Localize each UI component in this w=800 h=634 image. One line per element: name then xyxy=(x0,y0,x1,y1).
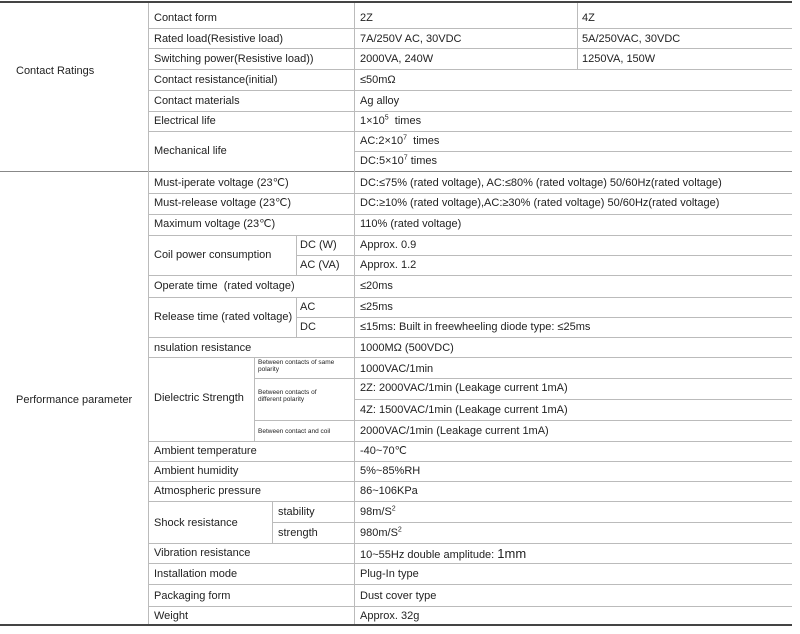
contact-form-4z: 4Z xyxy=(582,12,595,24)
grid-hline xyxy=(148,90,792,91)
dielectric-diff-4z: 4Z: 1500VAC/1min (Leakage current 1mA) xyxy=(360,404,568,416)
grid-hline xyxy=(148,69,792,70)
packaging-value: Dust cover type xyxy=(360,590,437,602)
vibration-label: Vibration resistance xyxy=(154,547,251,559)
grid-hline xyxy=(148,584,792,585)
coil-power-label: Coil power consumption xyxy=(154,249,272,261)
grid-hline xyxy=(148,297,792,298)
shock-strength-base: 980m/S xyxy=(360,527,398,539)
contact-form-label: Contact form xyxy=(154,12,217,24)
electrical-life-unit: times xyxy=(388,115,422,127)
shock-stability-label: stability xyxy=(278,506,315,518)
electrical-life-base: 1×10 xyxy=(360,115,385,127)
shock-strength-label: strength xyxy=(278,527,318,539)
dielectric-label: Dielectric Strength xyxy=(154,392,244,404)
shock-stability-value xyxy=(360,507,396,518)
section-label-contact: Contact Ratings xyxy=(16,65,95,77)
grid-hline xyxy=(148,275,792,276)
switching-power-label: Switching power(Resistive load)) xyxy=(154,53,314,65)
release-time-ac-value: ≤25ms xyxy=(360,301,393,313)
dielectric-same-polarity-label: Between contacts of same polarity xyxy=(258,359,335,374)
mechanical-life-dc xyxy=(360,156,437,167)
grid-hline xyxy=(296,317,792,318)
must-release-label: Must-release voltage (23℃) xyxy=(154,197,292,209)
contact-materials-label: Contact materials xyxy=(154,95,240,107)
mechanical-life-dc-exp: 7 xyxy=(403,154,408,162)
grid-hline xyxy=(354,399,792,400)
vibration-value xyxy=(360,547,526,561)
grid-vline xyxy=(577,3,578,69)
installation-label: Installation mode xyxy=(154,568,238,580)
dielectric-same-polarity-value: 1000VAC/1min xyxy=(360,363,434,375)
packaging-label: Packaging form xyxy=(154,590,231,602)
rated-load-4z: 5A/250VAC, 30VDC xyxy=(582,33,681,45)
coil-power-ac-value: Approx. 1.2 xyxy=(360,259,417,271)
vibration-value-prefix: 10~55Hz double amplitude: xyxy=(360,549,498,561)
dielectric-contact-coil-value: 2000VAC/1min (Leakage current 1mA) xyxy=(360,425,549,437)
section-label-performance: Performance parameter xyxy=(16,394,133,406)
weight-label: Weight xyxy=(154,610,189,622)
coil-power-ac-label: AC (VA) xyxy=(300,259,340,271)
contact-materials-value: Ag alloy xyxy=(360,95,400,107)
mechanical-life-ac xyxy=(360,136,439,147)
release-time-dc-label: DC xyxy=(300,321,316,333)
table-bottom-rule xyxy=(0,624,792,626)
ambient-humidity-label: Ambient humidity xyxy=(154,465,239,477)
release-time-dc-value: ≤15ms: Built in freewheeling diode type: ≤25ms xyxy=(360,321,591,333)
rated-load-label: Rated load(Resistive load) xyxy=(154,33,284,45)
ambient-temp-value: -40~70℃ xyxy=(360,445,407,457)
grid-hline xyxy=(272,522,792,523)
ambient-humidity-value: 5%~85%RH xyxy=(360,465,421,477)
grid-hline xyxy=(148,28,792,29)
grid-vline xyxy=(254,357,255,441)
ambient-temp-label: Ambient temperature xyxy=(154,445,257,457)
switching-power-2z: 2000VA, 240W xyxy=(360,53,434,65)
coil-power-dc-label: DC (W) xyxy=(300,239,337,251)
shock-strength-exp: 2 xyxy=(397,526,402,534)
operate-time-label: Operate time (rated voltage) xyxy=(154,280,295,292)
mechanical-life-ac-unit: times xyxy=(407,135,440,147)
grid-hline xyxy=(148,441,792,442)
must-operate-value: DC:≤75% (rated voltage), AC:≤80% (rated voltage) 50/60Hz(rated voltage) xyxy=(360,177,722,189)
mechanical-life-dc-unit: times xyxy=(407,155,437,167)
vibration-value-emph: 1mm xyxy=(497,546,527,561)
table-top-rule xyxy=(0,1,792,3)
grid-hline xyxy=(148,543,792,544)
weight-value: Approx. 32g xyxy=(360,610,420,622)
grid-hline xyxy=(354,151,792,152)
operate-time-value: ≤20ms xyxy=(360,280,393,292)
grid-hline xyxy=(148,357,792,358)
grid-hline xyxy=(148,563,792,564)
atmospheric-label: Atmospheric pressure xyxy=(154,485,261,497)
grid-hline xyxy=(148,337,792,338)
electrical-life-label: Electrical life xyxy=(154,115,216,127)
must-operate-label: Must-iperate voltage (23℃) xyxy=(154,177,289,189)
grid-hline xyxy=(296,255,792,256)
rated-load-2z: 7A/250V AC, 30VDC xyxy=(360,33,462,45)
max-voltage-value: 110% (rated voltage) xyxy=(360,218,462,230)
electrical-life-exp: 5 xyxy=(384,114,389,122)
grid-hline xyxy=(254,420,792,421)
shock-label: Shock resistance xyxy=(154,517,238,529)
grid-hline xyxy=(148,501,792,502)
mechanical-life-label: Mechanical life xyxy=(154,145,227,157)
grid-hline xyxy=(254,378,792,379)
grid-hline xyxy=(148,48,792,49)
mechanical-life-ac-exp: 7 xyxy=(403,134,408,142)
dielectric-diff-polarity-label: Between contacts of different polarity xyxy=(258,389,317,404)
coil-power-dc-value: Approx. 0.9 xyxy=(360,239,417,251)
shock-stability-exp: 2 xyxy=(391,505,396,513)
mechanical-life-ac-base: AC:2×10 xyxy=(360,135,404,147)
grid-hline xyxy=(148,461,792,462)
electrical-life-value xyxy=(360,116,421,127)
must-release-value: DC:≥10% (rated voltage),AC:≥30% (rated voltage) 50/60Hz(rated voltage) xyxy=(360,197,720,209)
insulation-label: nsulation resistance xyxy=(154,342,252,354)
insulation-value: 1000MΩ (500VDC) xyxy=(360,342,454,354)
release-time-ac-label: AC xyxy=(300,301,316,313)
atmospheric-value: 86~106KPa xyxy=(360,485,418,497)
grid-vline xyxy=(148,3,149,624)
grid-hline xyxy=(148,606,792,607)
grid-hline xyxy=(148,131,792,132)
shock-strength-value xyxy=(360,528,402,539)
contact-form-2z: 2Z xyxy=(360,12,373,24)
contact-resistance-label: Contact resistance(initial) xyxy=(154,74,278,86)
dielectric-contact-coil-label: Between contact and coil xyxy=(258,428,331,435)
switching-power-4z: 1250VA, 150W xyxy=(582,53,656,65)
grid-hline xyxy=(148,111,792,112)
grid-hline xyxy=(148,193,792,194)
grid-hline xyxy=(148,235,792,236)
contact-resistance-value: ≤50mΩ xyxy=(360,74,396,86)
dielectric-diff-2z: 2Z: 2000VAC/1min (Leakage current 1mA) xyxy=(360,382,568,394)
section-divider-rule xyxy=(0,171,792,172)
max-voltage-label: Maximum voltage (23℃) xyxy=(154,218,276,230)
grid-hline xyxy=(148,481,792,482)
mechanical-life-dc-base: DC:5×10 xyxy=(360,155,404,167)
installation-value: Plug-In type xyxy=(360,568,419,580)
grid-vline xyxy=(354,3,355,624)
shock-stability-base: 98m/S xyxy=(360,506,392,518)
grid-hline xyxy=(148,214,792,215)
release-time-label: Release time (rated voltage) xyxy=(154,311,293,323)
